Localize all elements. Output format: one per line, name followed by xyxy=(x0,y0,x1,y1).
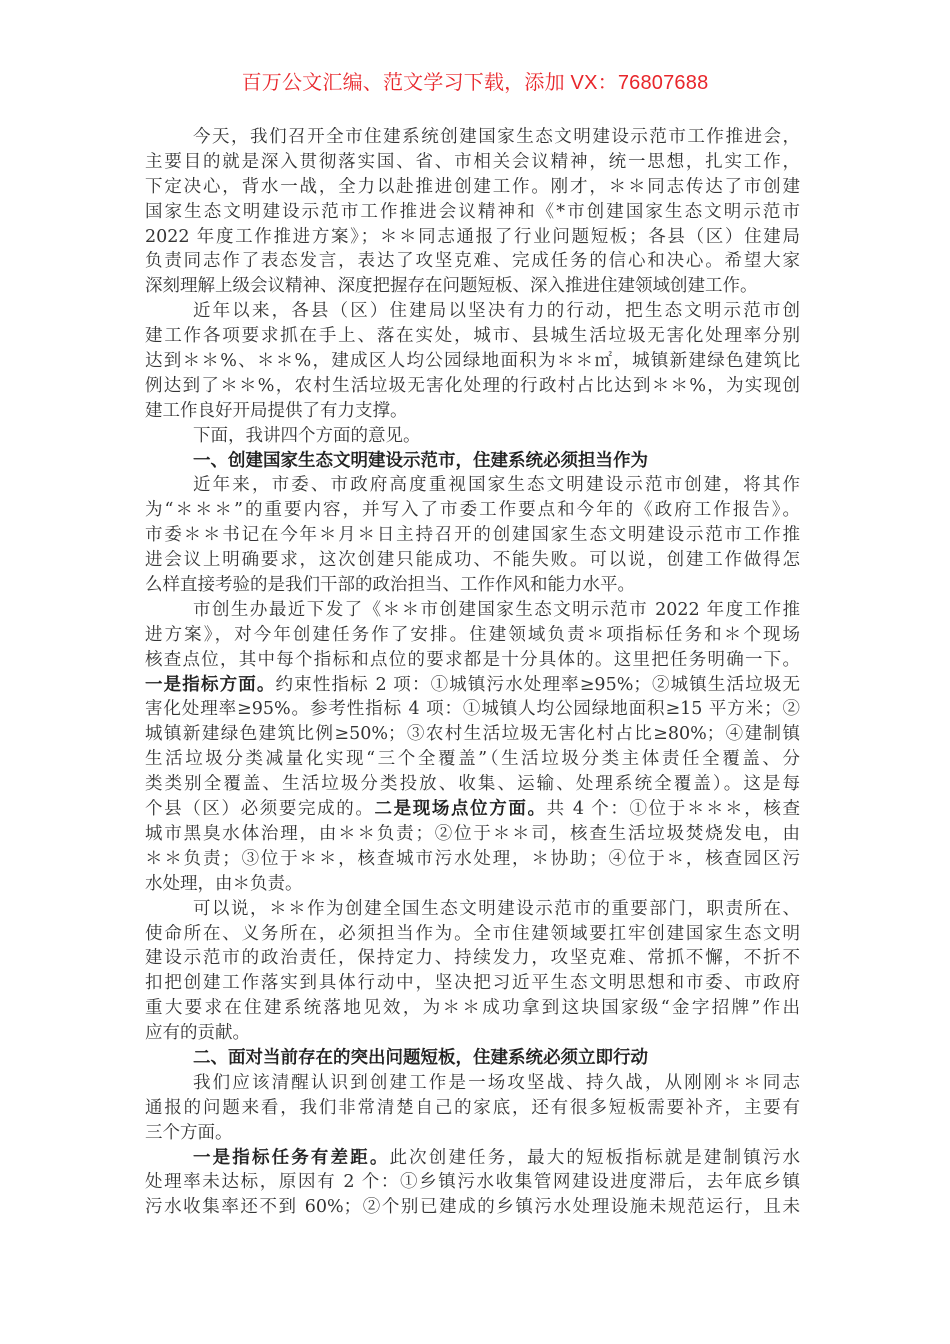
text-line xyxy=(145,1146,800,1171)
text-line xyxy=(145,473,800,498)
text-line xyxy=(145,897,800,922)
text-line xyxy=(145,225,800,250)
paragraph xyxy=(145,299,800,423)
text-run: 达到＊＊%、＊＊%，建成区人均公园绿地面积为＊＊㎡，城镇新建绿色建筑比 xyxy=(145,351,800,372)
text-run: 类类别全覆盖、生活垃圾分类投放、收集、运输、处理系统全覆盖）。这是每 xyxy=(145,774,800,795)
text-run: 处理率未达标，原因有 2 个：①乡镇污水收集管网建设进度滞后，去年底乡镇 xyxy=(145,1172,800,1193)
text-run: 使命所在、义务所在，必须担当作为。全市住建领域要扛牢创建国家生态文明 xyxy=(145,923,800,944)
text-line xyxy=(145,249,800,274)
text-line xyxy=(145,349,800,374)
section-heading xyxy=(145,1046,800,1071)
text-line xyxy=(145,648,800,673)
text-line xyxy=(145,523,800,548)
text-line xyxy=(145,697,800,722)
text-line xyxy=(145,324,800,349)
text-line xyxy=(145,125,800,150)
text-line xyxy=(145,872,800,897)
text-run: 此次创建任务，最大的短板指标就是建制镇污水 xyxy=(389,1147,800,1168)
text-run: 进会议上明确要求，这次创建只能成功、不能失败。可以说，创建工作做得怎 xyxy=(145,550,800,571)
text-line xyxy=(145,1071,800,1096)
text-line xyxy=(145,200,800,225)
text-run: 二、面对当前存在的突出问题短板，住建系统必须立即行动 xyxy=(193,1047,648,1068)
text-run: 三个方面。 xyxy=(145,1122,233,1143)
text-line xyxy=(145,1096,800,1121)
text-run: 建工作各项要求抓在手上、落在实处，城市、县城生活垃圾无害化处理率分别 xyxy=(145,326,800,347)
text-line xyxy=(145,1170,800,1195)
text-run: 我们应该清醒认识到创建工作是一场攻坚战、持久战，从刚刚＊＊同志 xyxy=(193,1072,800,1093)
text-run: 通报的问题来看，我们非常清楚自己的家底，还有很多短板需要补齐，主要有 xyxy=(145,1097,800,1118)
bold-text-run: 一是指标方面。 xyxy=(145,674,276,695)
text-run: 城镇新建绿色建筑比例≥50%；③农村生活垃圾无害化村占比≥80%；④建制镇 xyxy=(145,724,800,745)
text-run: 进方案》，对今年创建任务作了安排。住建领域负责＊项指标任务和＊个现场 xyxy=(145,624,800,645)
text-line xyxy=(145,971,800,996)
text-run: 建工作良好开局提供了有力支撑。 xyxy=(145,400,408,421)
text-run: 国家生态文明建设示范市工作推进会议精神和《*市创建国家生态文明示范市 xyxy=(145,201,800,222)
text-line xyxy=(145,424,800,449)
text-line xyxy=(145,274,800,299)
text-line xyxy=(145,673,800,698)
bold-text-run: 一是指标任务有差距。 xyxy=(193,1147,390,1168)
text-run: 建设示范市的政治责任，保持定力、持续发力，攻坚克难、常抓不懈，不折不 xyxy=(145,948,800,969)
text-line xyxy=(145,847,800,872)
text-line xyxy=(145,548,800,573)
text-run: 2022 年度工作推进方案》；＊＊同志通报了行业问题短板；各县（区）住建局 xyxy=(145,226,800,247)
text-line xyxy=(145,822,800,847)
paragraph xyxy=(145,1071,800,1146)
text-line xyxy=(145,573,800,598)
text-line xyxy=(145,299,800,324)
text-run: 下定决心，背水一战，全力以赴推进创建工作。刚才，＊＊同志传达了市创建 xyxy=(145,176,800,197)
text-run: 主要目的就是深入贯彻落实国、省、市相关会议精神，统一思想，扎实工作， xyxy=(145,151,800,172)
text-run: 共 4 个：①位于＊＊＊，核查 xyxy=(546,799,801,820)
paragraph xyxy=(145,125,800,299)
text-run: 负责同志作了表态发言，表达了攻坚克难、完成任务的信心和决心。希望大家 xyxy=(145,251,800,272)
text-run: 城市黑臭水体治理，由＊＊负责；②位于＊＊司，核查生活垃圾焚烧发电，由 xyxy=(145,823,800,844)
text-line xyxy=(145,1195,800,1220)
text-run: 约束性指标 2 项：①城镇污水处理率≥95%；②城镇生活垃圾无 xyxy=(275,674,800,695)
text-line xyxy=(145,498,800,523)
document-body xyxy=(145,125,800,1220)
text-run: 扣把创建工作落实到具体行动中，坚决把习近平生态文明思想和市委、市政府 xyxy=(145,973,800,994)
paragraph xyxy=(145,424,800,449)
text-run: 近年以来，各县（区）住建局以坚决有力的行动，把生态文明示范市创 xyxy=(193,301,800,322)
text-line xyxy=(145,374,800,399)
text-run: 例达到了＊＊%，农村生活垃圾无害化处理的行政村占比达到＊＊%，为实现创 xyxy=(145,375,800,396)
text-run: 可以说，＊＊作为创建全国生态文明建设示范市的重要部门，职责所在、 xyxy=(193,898,800,919)
text-line xyxy=(145,797,800,822)
text-line xyxy=(145,772,800,797)
text-line xyxy=(145,1021,800,1046)
paragraph xyxy=(145,598,800,897)
text-line xyxy=(145,150,800,175)
text-run: 应有的贡献。 xyxy=(145,1023,250,1044)
text-run: 为“＊＊＊”的重要内容，并写入了市委工作要点和今年的《政府工作报告》。 xyxy=(145,500,800,521)
text-run: 污水收集率还不到 60%；②个别已建成的乡镇污水处理设施未规范运行，且未 xyxy=(145,1197,800,1218)
text-line xyxy=(145,747,800,772)
section-heading xyxy=(145,449,800,474)
text-line xyxy=(145,399,800,424)
text-run: 市创生办最近下发了《＊＊市创建国家生态文明示范市 2022 年度工作推 xyxy=(193,599,800,620)
text-run: 水处理，由＊负责。 xyxy=(145,873,303,894)
text-line xyxy=(145,623,800,648)
text-run: 生活垃圾分类减量化实现“三个全覆盖”（生活垃圾分类主体责任全覆盖、分 xyxy=(145,749,800,770)
text-run: 今天，我们召开全市住建系统创建国家生态文明建设示范市工作推进会， xyxy=(193,127,800,147)
text-run: 近年来，市委、市政府高度重视国家生态文明建设示范市创建，将其作 xyxy=(193,475,800,496)
text-line xyxy=(145,922,800,947)
text-run: 深刻理解上级会议精神、深度把握存在问题短板、深入推进住建领域创建工作。 xyxy=(145,276,758,297)
text-run: 市委＊＊书记在今年＊月＊日主持召开的创建国家生态文明建设示范市工作推 xyxy=(145,525,800,546)
paragraph xyxy=(145,473,800,597)
paragraph xyxy=(145,1146,800,1221)
paragraph xyxy=(145,897,800,1046)
text-line xyxy=(145,1121,800,1146)
bold-text-run: 二是现场点位方面。 xyxy=(374,799,547,820)
watermark-banner: 百万公文汇编、范文学习下载，添加 VX：76807688 xyxy=(241,72,709,94)
text-line xyxy=(145,449,800,474)
text-line xyxy=(145,996,800,1021)
text-run: 么样直接考验的是我们干部的政治担当、工作作风和能力水平。 xyxy=(145,575,635,596)
text-run: 重大要求在住建系统落地见效，为＊＊成功拿到这块国家级“金字招牌”作出 xyxy=(145,998,800,1019)
text-run: 一、创建国家生态文明建设示范市，住建系统必须担当作为 xyxy=(193,450,648,471)
text-run: 核查点位，其中每个指标和点位的要求都是十分具体的。这里把任务明确一下。 xyxy=(145,649,800,670)
text-line xyxy=(145,946,800,971)
text-run: 下面，我讲四个方面的意见。 xyxy=(193,425,421,446)
text-run: 个县（区）必须要完成的。 xyxy=(145,799,375,820)
text-line xyxy=(145,1046,800,1071)
text-run: 害化处理率≥95%。参考性指标 4 项：①城镇人均公园绿地面积≥15 平方米；② xyxy=(145,699,800,720)
text-line xyxy=(145,598,800,623)
text-line xyxy=(145,175,800,200)
text-run: ＊＊负责；③位于＊＊，核查城市污水处理，＊协助；④位于＊，核查园区污 xyxy=(145,848,800,869)
text-line xyxy=(145,722,800,747)
